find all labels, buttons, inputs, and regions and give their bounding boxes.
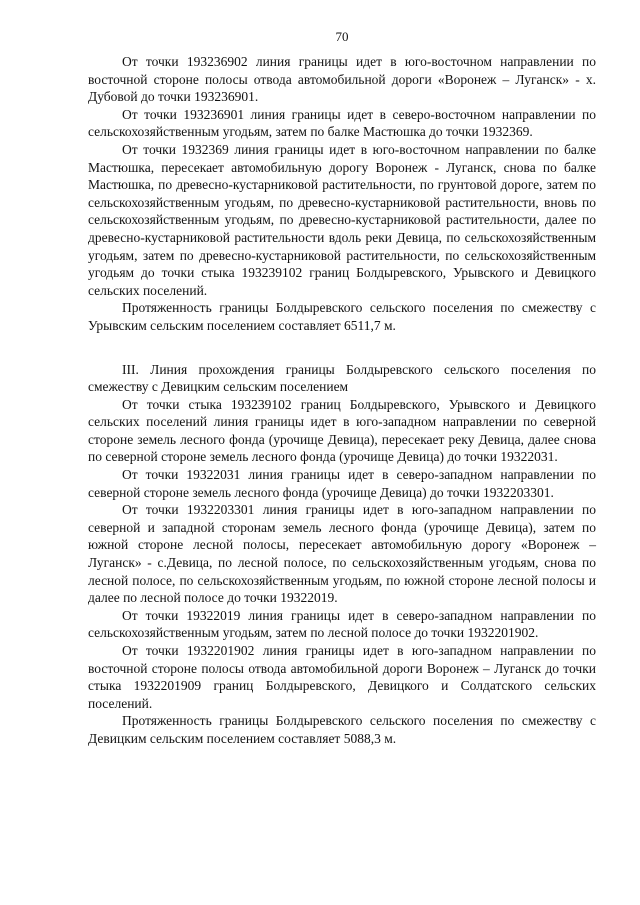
paragraph: Протяженность границы Болдыревского сельского поселения по смежеству с Урывским сельским поселением составляет 6511,7 м.: [88, 300, 596, 333]
paragraph: Протяженность границы Болдыревского сельского поселения по смежеству с Девицким сельским поселением составляет 5088,3 м.: [88, 713, 596, 746]
paragraph: От точки 193236901 линия границы идет в северо-восточном направлении по сельскохозяйственным угодьям, затем по балке Мастюшка до точки 1932369.: [88, 106, 596, 140]
paragraph: От точки 193236902 линия границы идет в юго-восточном направлении по восточной стороне полосы отвода автомобильной дороги «Воронеж – Луганск» - х. Дубовой до точки 193236901.: [88, 54, 596, 105]
section-gap: [88, 335, 596, 361]
paragraph: От точки 19322019 линия границы идет в северо-западном направлении по сельскохозяйственным угодьям, затем по лесной полосе до точки 1932201902.: [88, 607, 596, 641]
paragraph: От точки стыка 193239102 границ Болдыревского, Урывского и Девицкого сельских поселений линия границы идет в юго-западном направлении по северной стороне земель лесного фонда (урочище Девица), пересекает реку Девица, далее снова по северной стороне земель лесного фонда (урочище Девица) до точки 19322031.: [88, 396, 596, 465]
document-body: [88, 53, 596, 748]
paragraph: От точки 19322031 линия границы идет в северо-западном направлении по северной стороне земель лесного фонда (урочище Девица) до точки 1932203301.: [88, 467, 596, 500]
paragraph: От точки 1932369 линия границы идет в юго-восточном направлении по балке Мастюшка, пересекает автомобильную дорогу Воронеж - Луганск, снова по балке Мастюшка, по древесно-кустарниковой растительности, по грунтовой дороге, затем по сельскохозяйственным угодьям, по древесно-кустарниковой растительности, вновь по сельскохозяйственным угодьям, по древесно-кустарниковой растительности, далее по древесно-кустарниковой растительности вдоль реки Девица, по сельскохозяйственным угодьям, затем по древесно-кустарниковой растительности, по сельскохозяйственным угодьям до точки стыка 193239102 границ Болдыревского, Урывского и Девицкого сельских поселений.: [88, 141, 596, 298]
paragraph: От точки 1932203301 линия границы идет в юго-западном направлении по северной и западной сторонам земель лесного фонда (урочище Девица), затем по южной стороне лесной полосы, пересекает автомобильную дорогу «Воронеж – Луганск» - с.Девица, по лесной полосе, по сельскохозяйственным угодьям, снова по лесной полосе, по сельскохозяйственным угодьям, по южной стороне лесной полосы и далее по лесной полосе до точки 19322019.: [88, 502, 596, 606]
section-heading: III. Линия прохождения границы Болдыревского сельского поселения по смежеству с Девицким сельским поселением: [88, 361, 596, 395]
paragraph: От точки 1932201902 линия границы идет в юго-западном направлении по восточной стороне полосы отвода автомобильной дороги Воронеж – Луганск до точки стыка 1932201909 границ Болдыревского, Девицкого и Солдатского сельских поселений.: [88, 643, 596, 711]
page-number: 70: [335, 29, 349, 44]
